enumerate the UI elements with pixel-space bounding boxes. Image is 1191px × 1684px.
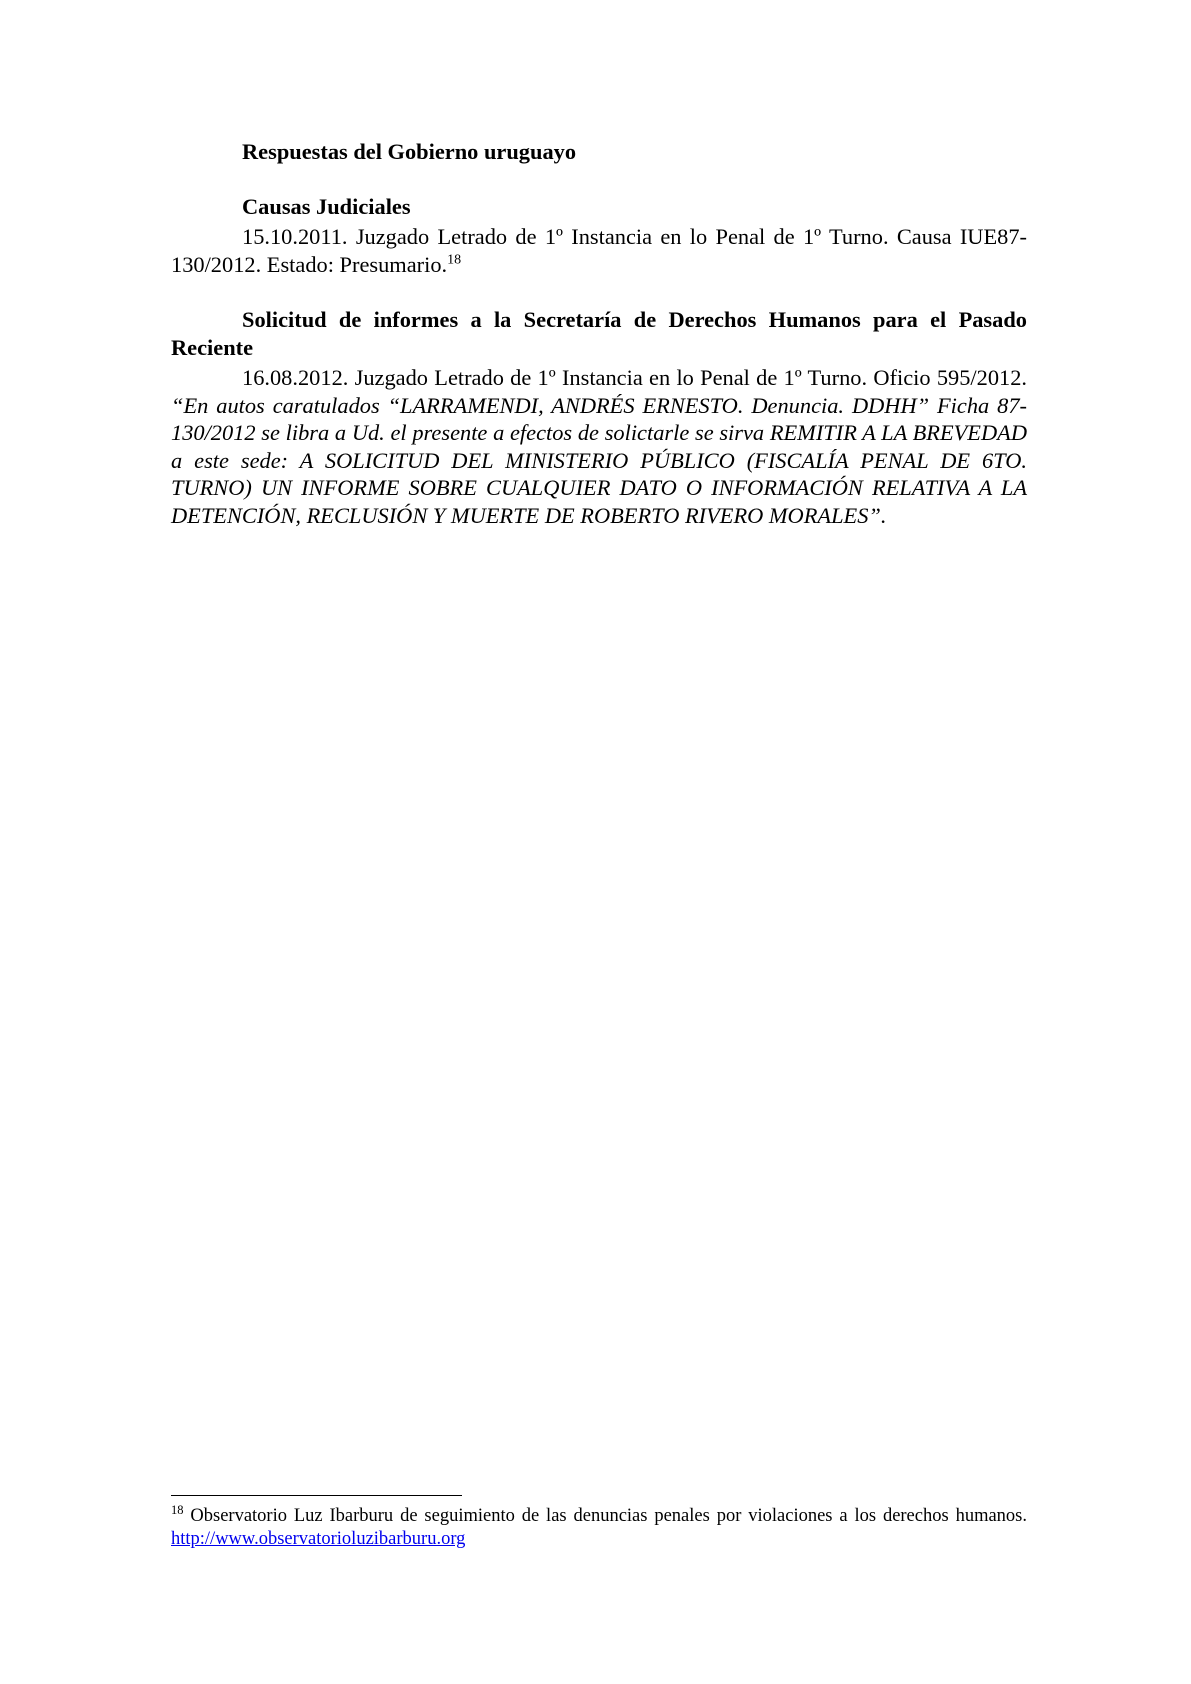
paragraph-oficio [171, 364, 1027, 529]
footnote-text: Observatorio Luz Ibarburu de seguimiento de las denuncias penales por violaciones a los derechos humanos. [183, 1506, 1027, 1526]
paragraph-causa [171, 223, 1027, 278]
footnote [171, 1502, 1027, 1550]
page-body [171, 138, 1027, 529]
section-heading-respuestas: Respuestas del Gobierno uruguayo [242, 139, 577, 164]
footnote-divider [171, 1495, 462, 1496]
section-heading-causas: Causas Judiciales [242, 193, 411, 219]
footnote-link[interactable]: http://www.observatorioluzibarburu.org [171, 1528, 466, 1549]
footnote-reference[interactable]: 18 [447, 252, 462, 268]
paragraph-oficio-text: 16.08.2012. Juzgado Letrado de 1º Instancia en lo Penal de 1º Turno. Oficio 595/2012. [242, 365, 1027, 390]
section-heading-solicitud: Solicitud de informes a la Secretaría de Derechos Humanos para el Pasado Reciente [171, 307, 1027, 360]
paragraph-oficio-quote: “En autos caratulados “LARRAMENDI, ANDRÉS ERNESTO. Denuncia. DDHH” Ficha 87-130/2012 se libra a Ud. el presente a efectos de solictarle se sirva REMITIR A LA BREVEDAD a este sede: A SOLICITUD DEL MINISTERIO PÚBLICO (FISCALÍA PENAL DE 6TO. TURNO) UN INFORME SOBRE CUALQUIER DATO O INFORMACIÓN RELATIVA A LA DETENCIÓN, RECLUSIÓN Y MUERTE DE ROBERTO RIVERO MORALES”. [171, 392, 1027, 528]
paragraph-causa-text: 15.10.2011. Juzgado Letrado de 1º Instancia en lo Penal de 1º Turno. Causa IUE87-130/2012. Estado: Presumario. [171, 224, 1027, 277]
footnote-number: 18 [171, 1502, 184, 1517]
